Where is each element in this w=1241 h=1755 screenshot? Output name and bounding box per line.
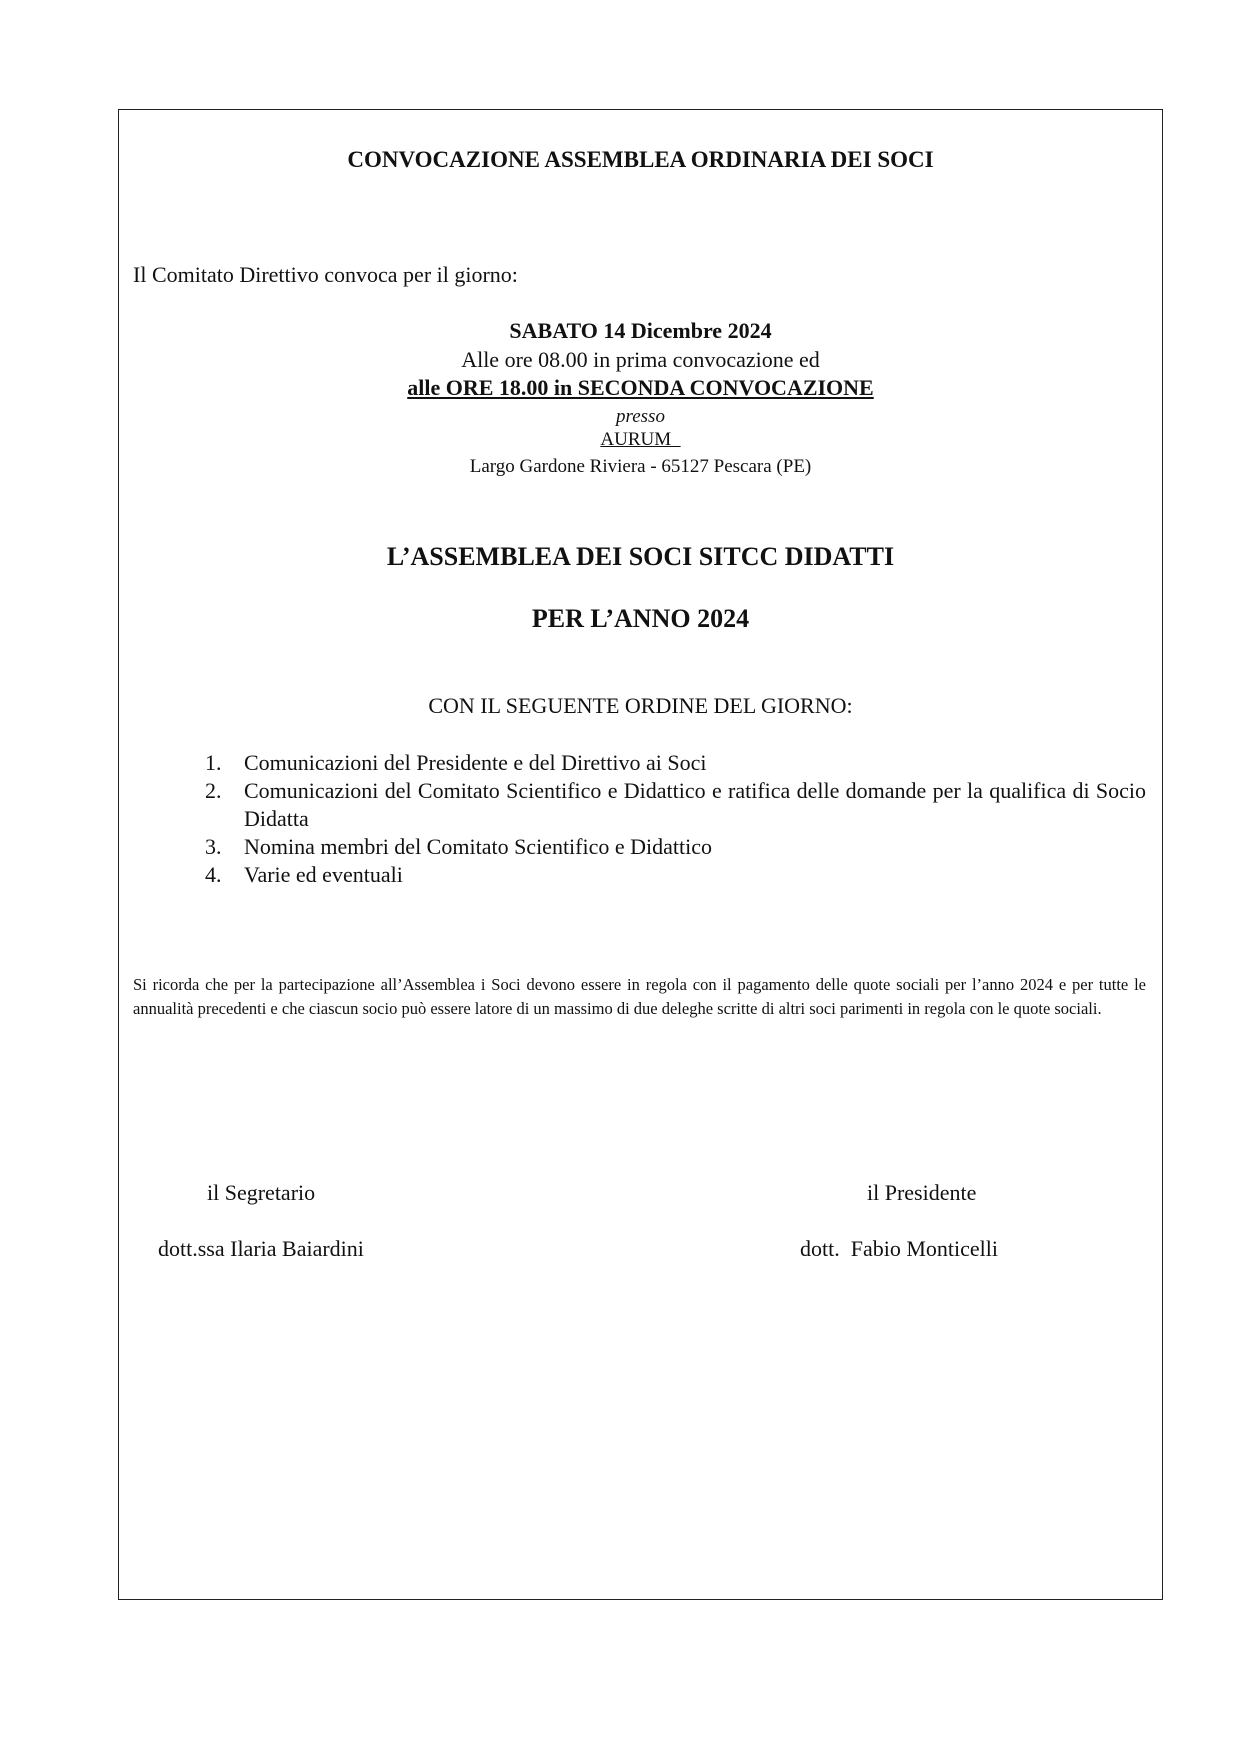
president-name: dott. Fabio Monticelli — [800, 1236, 998, 1261]
venue-address: Largo Gardone Riviera - 65127 Pescara (PE) — [469, 456, 812, 477]
secretary-name: dott.ssa Ilaria Baiardini — [158, 1236, 364, 1261]
agenda-item-number: 4. — [205, 862, 222, 887]
presso-label: presso — [616, 406, 665, 427]
agenda-item-text: Varie ed eventuali — [244, 862, 403, 887]
year-title: PER L’ANNO 2024 — [531, 604, 750, 633]
agenda-item-text: Comunicazioni del Comitato Scientifico e Didattico e ratifica delle domande per la qualifica di Socio Didatta — [244, 778, 1146, 831]
agenda-item-text: Comunicazioni del Presidente e del Direttivo ai Soci — [244, 750, 707, 775]
agenda-item — [133, 861, 1146, 889]
second-call-time: alle ORE 18.00 in SECONDA CONVOCAZIONE — [407, 375, 874, 400]
venue-name: AURUM — [600, 429, 681, 450]
meeting-date: SABATO 14 Dicembre 2024 — [509, 318, 772, 343]
agenda-list — [133, 749, 1146, 889]
agenda-item — [133, 777, 1146, 833]
payment-notice: Si ricorda che per la partecipazione all’Assemblea i Soci devono essere in regola con il pagamento delle quote sociali per l’anno 2024 e per tutte le annualità precedenti e che ciascun socio può essere latore di un massimo di due deleghe scritte di altri soci parimenti in regola con le quote sociali. — [133, 975, 1146, 1018]
secretary-role: il Segretario — [207, 1180, 316, 1205]
agenda-item — [133, 833, 1146, 861]
agenda-heading: CON IL SEGUENTE ORDINE DEL GIORNO: — [428, 693, 853, 718]
intro-text: Il Comitato Direttivo convoca per il giorno: — [133, 262, 518, 287]
agenda-item-number: 3. — [205, 834, 222, 859]
agenda-item-number: 2. — [205, 778, 222, 803]
president-role: il Presidente — [867, 1180, 977, 1205]
assembly-title: L’ASSEMBLEA DEI SOCI SITCC DIDATTI — [386, 542, 895, 571]
agenda-item — [133, 749, 1146, 777]
first-call-time: Alle ore 08.00 in prima convocazione ed — [461, 347, 820, 372]
agenda-item-number: 1. — [205, 750, 222, 775]
document-title: CONVOCAZIONE ASSEMBLEA ORDINARIA DEI SOCI — [347, 147, 934, 172]
agenda-item-text: Nomina membri del Comitato Scientifico e Didattico — [244, 834, 713, 859]
